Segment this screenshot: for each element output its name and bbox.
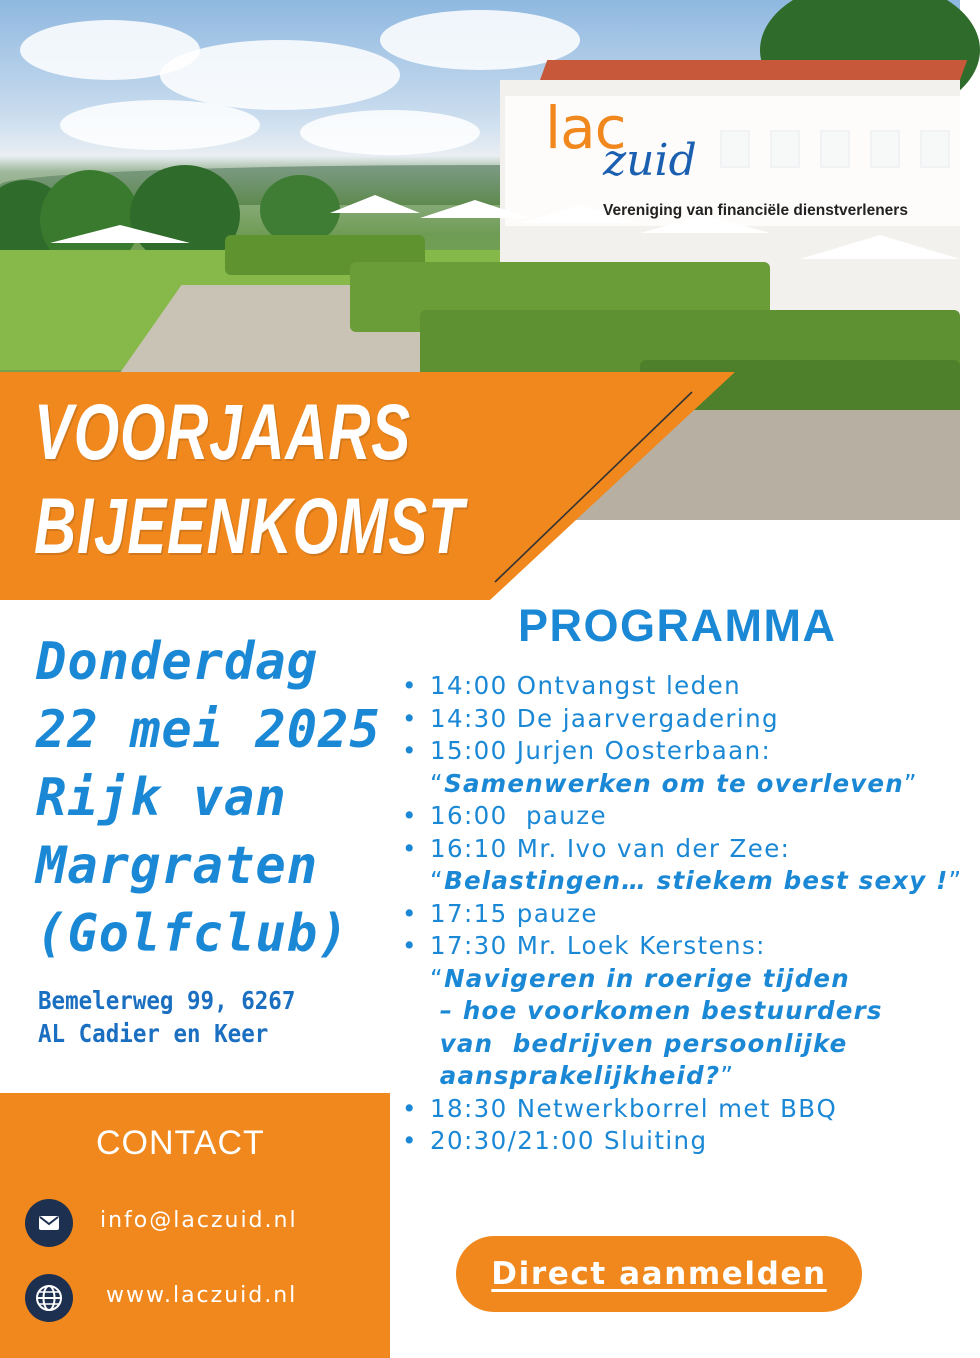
quote-open: “ <box>430 768 445 798</box>
globe-icon <box>25 1274 73 1322</box>
event-location-line-1: Rijk van <box>36 768 287 828</box>
programma-item-text: 16:00 pauze <box>430 801 608 830</box>
address-line-1: Bemelerweg 99, 6267 <box>38 986 296 1015</box>
event-date: 22 mei 2025 <box>36 700 381 760</box>
event-location-line-2: Margraten <box>36 836 319 896</box>
quote-open: “ <box>430 963 445 993</box>
programma-item-text: • 15:00 Jurjen Oosterbaan: <box>430 736 772 765</box>
programma-item-text: 17:15 pauze <box>430 898 598 928</box>
quote-open: “ <box>430 866 445 895</box>
programma-item <box>400 1125 958 1158</box>
programma-item <box>400 800 958 833</box>
programma-item-text: 18:30 Netwerkborrel met BBQ <box>430 1093 838 1123</box>
mail-icon <box>25 1199 73 1247</box>
event-details <box>36 628 391 968</box>
programma-item-text: 14:30 De jaarvergadering <box>430 703 779 733</box>
logo-tagline: Vereniging van financiële dienstverleners <box>603 202 908 219</box>
programma-item <box>400 1093 958 1126</box>
programma-item <box>400 833 963 898</box>
address-line-2: AL Cadier en Keer <box>38 1019 269 1048</box>
title-line-2: BIJEENKOMST <box>34 481 465 570</box>
logo-lac: lac <box>545 94 626 162</box>
programma-item-quote: Belastingen… stiekem best sexy ! <box>444 866 949 895</box>
programma-item <box>400 930 958 1093</box>
title-line-1: VOORJAARS <box>34 387 411 476</box>
contact-website-link[interactable]: www.laczuid.nl <box>106 1283 298 1308</box>
programma-item-quote-line-3: van bedrijven persoonlijke <box>430 1028 848 1058</box>
contact-email-link[interactable]: info@laczuid.nl <box>100 1208 298 1233</box>
programma-item <box>400 703 958 736</box>
programma-item <box>400 735 958 800</box>
programma-list <box>400 670 963 1158</box>
programma-item-quote-line-4: aansprakelijkheid? <box>430 1061 721 1090</box>
programma-item-quote-line-2: – hoe voorkomen bestuurders <box>430 996 883 1025</box>
event-location-line-3: (Golfclub) <box>36 904 350 964</box>
programma-item-text: 20:30/21:00 Sluiting <box>430 1126 708 1155</box>
programma-item-text: 14:00 Ontvangst leden <box>430 671 741 700</box>
programma-item-text: • 16:10 Mr. Ivo van der Zee: <box>430 833 791 863</box>
quote-close: ” <box>903 768 918 798</box>
quote-close: ” <box>720 1061 735 1090</box>
programma-item-text: • 17:30 Mr. Loek Kerstens: <box>430 931 766 960</box>
event-address <box>38 984 295 1050</box>
direct-aanmelden-button[interactable]: Direct aanmelden <box>456 1236 862 1312</box>
event-day: Donderdag <box>36 632 319 692</box>
programma-item <box>400 670 958 703</box>
programma-item-quote: Samenwerken om te overleven <box>444 768 904 798</box>
contact-title: CONTACT <box>96 1124 265 1162</box>
logo-zuid: zuid <box>603 135 697 186</box>
programma-title: PROGRAMMA <box>518 600 837 651</box>
programma-item <box>400 898 958 931</box>
programma-item-quote-line-1: Navigeren in roerige tijden <box>444 963 850 993</box>
quote-close: ” <box>948 866 963 895</box>
